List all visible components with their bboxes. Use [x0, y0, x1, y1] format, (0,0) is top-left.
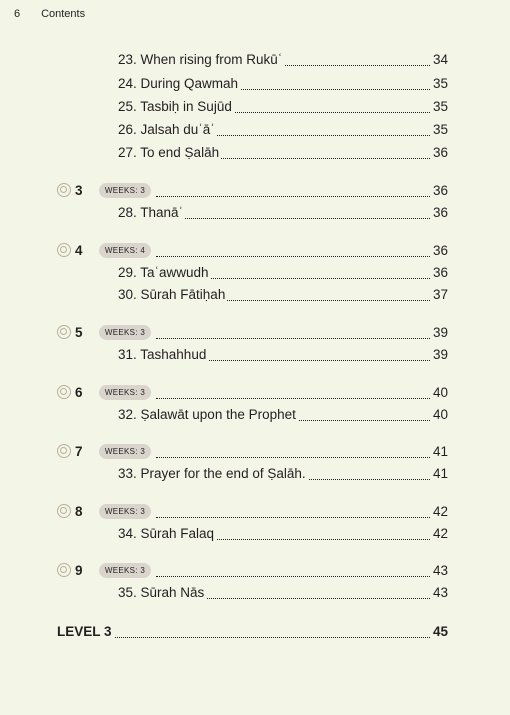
toc-page-number: 35 — [431, 120, 448, 140]
dot-leader — [156, 442, 448, 458]
toc-entry-label: 30. Sūrah Fātiḥah — [118, 285, 227, 305]
toc-entry-label: 23. When rising from Rukūʿ — [118, 50, 284, 70]
toc-unit-heading[interactable] — [0, 181, 510, 201]
toc-unit-heading[interactable] — [0, 502, 510, 522]
toc-entry[interactable] — [0, 583, 510, 603]
toc-entry-label: 29. Taʿawwudh — [118, 263, 211, 283]
toc-unit-heading[interactable] — [0, 383, 510, 403]
toc-entry[interactable] — [0, 405, 510, 425]
toc-page-number: 43 — [431, 583, 448, 603]
toc-entry-label: 28. Thanāʾ — [118, 203, 185, 223]
toc-entry[interactable] — [0, 285, 510, 305]
unit-number: 4 — [75, 243, 83, 258]
weeks-badge: WEEKS: 3 — [99, 385, 151, 400]
toc-page-number: 42 — [431, 524, 448, 544]
toc-page-number: 40 — [431, 383, 448, 403]
toc-entry[interactable] — [0, 263, 510, 283]
toc-entry-label: 35. Sūrah Nās — [118, 583, 206, 603]
toc-entry[interactable] — [0, 524, 510, 544]
toc-page-number: 36 — [431, 241, 448, 261]
toc-level-heading[interactable] — [0, 622, 510, 642]
page-number: 6 — [14, 8, 21, 20]
toc-page-number: 41 — [431, 442, 448, 462]
weeks-badge: WEEKS: 3 — [99, 563, 151, 578]
weeks-badge: WEEKS: 3 — [99, 444, 151, 459]
dot-leader — [57, 622, 448, 638]
target-circle-icon — [57, 563, 71, 577]
level-label: LEVEL 3 — [57, 622, 114, 642]
unit-number: 8 — [75, 504, 83, 519]
target-circle-icon — [57, 504, 71, 518]
toc-entry-label: 27. To end Ṣalāh — [118, 143, 221, 163]
toc-page-number: 39 — [431, 345, 448, 365]
toc-page-number: 36 — [431, 263, 448, 283]
toc-page-number: 35 — [431, 97, 448, 117]
toc-page-number: 36 — [431, 181, 448, 201]
toc-entry[interactable] — [0, 345, 510, 365]
toc-entry[interactable] — [0, 203, 510, 223]
toc-unit-heading[interactable] — [0, 323, 510, 343]
header-title: Contents — [41, 8, 86, 20]
toc-entry-label: 24. During Qawmah — [118, 74, 240, 94]
target-circle-icon — [57, 444, 71, 458]
target-circle-icon — [57, 325, 71, 339]
toc-page-number: 34 — [431, 50, 448, 70]
toc-entry[interactable] — [0, 50, 510, 70]
toc-unit-heading[interactable] — [0, 241, 510, 261]
toc-page-number: 35 — [431, 74, 448, 94]
toc-page-number: 42 — [431, 502, 448, 522]
toc-page-number: 37 — [431, 285, 448, 305]
page-header — [14, 8, 85, 20]
dot-leader — [156, 241, 448, 257]
toc-entry-label: 32. Ṣalawāt upon the Prophet — [118, 405, 298, 425]
dot-leader — [156, 383, 448, 399]
target-circle-icon — [57, 183, 71, 197]
toc-page-number: 45 — [431, 622, 448, 642]
weeks-badge: WEEKS: 4 — [99, 243, 151, 258]
toc-entry[interactable] — [0, 464, 510, 484]
dot-leader — [156, 502, 448, 518]
toc-page-number: 41 — [431, 464, 448, 484]
toc-page-number: 39 — [431, 323, 448, 343]
dot-leader — [156, 181, 448, 197]
toc-entry[interactable] — [0, 74, 510, 94]
unit-number: 7 — [75, 444, 83, 459]
toc-entry-label: 31. Tashahhud — [118, 345, 208, 365]
weeks-badge: WEEKS: 3 — [99, 183, 151, 198]
unit-number: 5 — [75, 325, 83, 340]
toc-entry[interactable] — [0, 143, 510, 163]
unit-number: 6 — [75, 385, 83, 400]
dot-leader — [156, 561, 448, 577]
dot-leader — [156, 323, 448, 339]
toc-entry-label: 26. Jalsah duʿāʾ — [118, 120, 217, 140]
unit-number: 3 — [75, 183, 83, 198]
toc-unit-heading[interactable] — [0, 442, 510, 462]
target-circle-icon — [57, 243, 71, 257]
toc-page-number: 40 — [431, 405, 448, 425]
toc-page-number: 43 — [431, 561, 448, 581]
weeks-badge: WEEKS: 3 — [99, 504, 151, 519]
target-circle-icon — [57, 385, 71, 399]
toc-entry-label: 25. Tasbiḥ in Sujūd — [118, 97, 234, 117]
toc-entry-label: 34. Sūrah Falaq — [118, 524, 216, 544]
toc-unit-heading[interactable] — [0, 561, 510, 581]
toc-entry[interactable] — [0, 120, 510, 140]
toc-page-number: 36 — [431, 203, 448, 223]
toc-entry-label: 33. Prayer for the end of Ṣalāh. — [118, 464, 308, 484]
weeks-badge: WEEKS: 3 — [99, 325, 151, 340]
unit-number: 9 — [75, 563, 83, 578]
toc-entry[interactable] — [0, 97, 510, 117]
toc-page-number: 36 — [431, 143, 448, 163]
